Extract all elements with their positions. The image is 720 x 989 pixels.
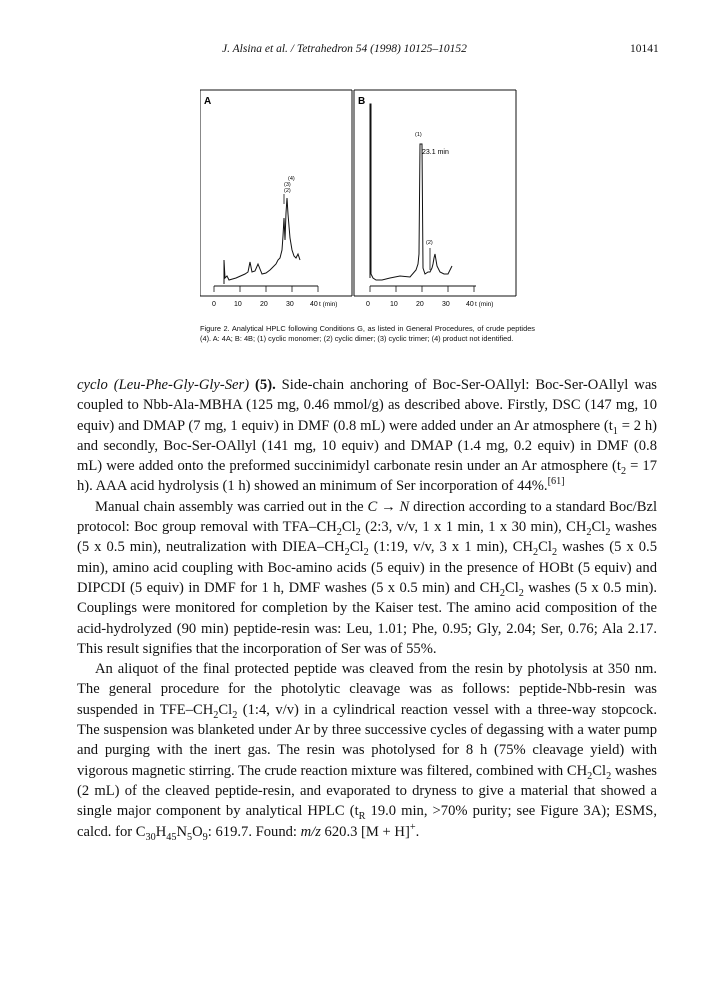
hplc-figure: [200, 88, 520, 320]
panel-b-peak1-label: (1): [415, 132, 422, 138]
panel-b: [354, 90, 516, 308]
panel-b-tick-0: 0: [366, 301, 370, 308]
panel-b-tick-40: 40: [466, 301, 474, 308]
panel-a-tick-30: 30: [286, 301, 294, 308]
compound-number: (5).: [255, 377, 276, 393]
panel-a-axis-unit: t (min): [319, 301, 338, 308]
reference-61: [61]: [547, 476, 565, 488]
panel-a-tick-40: 40: [310, 301, 318, 308]
panel-b-label: B: [358, 96, 366, 107]
panel-a-tick-20: 20: [260, 301, 268, 308]
panel-a-label: A: [204, 96, 212, 107]
paragraph-3: An aliquot of the final protected peptide was cleaved from the resin by photolysis at 350 nm. The general procedure for the photolytic cleavage was as follows: peptide-Nbb-resin was suspended in TFE–$CH_2Cl_2$ (1:4, v/v) in a cylindrical reaction vessel with a three-way stopcock. The suspension was blanketed under Ar by three successive cycles of degassing with a water pump and purging with the inert gas. The resin was photolysed for 8 h (75% cleavage yield) with vigorous magnetic stirring. The crude reaction mixture was filtered, combined with $CH_2Cl_2$ washes (2 mL) of the cleaved peptide-resin, and evaporated to dryness to give a material that showed a single major component by analytical HPLC ($t_R$ 19.0 min, >70% purity; see Figure 3A); ESMS, calcd. for $C_{30}H_{45}N_5O_9$: 619.7. Found: m/z 620.3 [M + H]+.: [77, 661, 657, 843]
running-header: [0, 43, 720, 63]
panel-a-tick-10: 10: [234, 301, 242, 308]
panel-a-peak-label-4: (4): [288, 176, 295, 182]
panel-b-trace: [370, 104, 452, 280]
panel-b-tick-10: 10: [390, 301, 398, 308]
hplc-chromatograms: [200, 88, 520, 320]
paragraph-1: cyclo (Leu-Phe-Gly-Gly-Ser) (5). Side-chain anchoring of Boc-Ser-OAllyl: Boc-Ser-OAllyl was coupled to Nbb-Ala-MBHA (125 mg, 0.46 mmol/g) as described above. Firstly, DSC (147 mg, 10 equiv) and DMAP (7 mg, 1 equiv) in DMF (0.8 mL) were added under an Ar atmosphere ($t_1 = 2$ h) and secondly, Boc-Ser-OAllyl (141 mg, 10 equiv) and DMAP (1.4 mg, 0.2 equiv) in DMF (0.8 mL) were added onto the preformed succinimidyl carbonate resin under an Ar atmosphere ($t_2 = 17$ h). AAA acid hydrolysis (1 h) showed an minimum of Ser incorporation of 44%.[61]: [77, 377, 657, 495]
panel-a-trace: [224, 198, 300, 284]
paragraph-2: Manual chain assembly was carried out in the C → N direction according to a standard Boc/Bzl protocol: Boc group removal with TFA–$CH_2Cl_2$ (2:3, v/v, 1 x 1 min, 1 x 30 min), $CH_2Cl_2$ washes (5 x 0.5 min), neutralization with DIEA–$CH_2Cl_2$ (1:19, v/v, 3 x 1 min), $CH_2Cl_2$ washes (5 x 0.5 min), amino acid coupling with Boc-amino acids (5 equiv) in the presence of HOBt (5 equiv) and DIPCDI (5 equiv) in DMF for 1 h, DMF washes (5 x 0.5 min) and $CH_2Cl_2$ washes (5 x 0.5 min). Couplings were monitored for completion by the Kaiser test. The amino acid composition of the acid-hydrolyzed (90 min) peptide-resin was: Leu, 1.01; Phe, 0.95; Gly, 2.04; Ser, 0.76; Ala 2.17. This result signifies that the incorporation of Ser was of 55%.: [77, 498, 658, 657]
panel-a-peak-label-3: (3): [284, 182, 291, 188]
page-number: 10141: [630, 43, 659, 55]
running-title: J. Alsina et al. / Tetrahedron 54 (1998) 10125–10152: [222, 43, 467, 55]
panel-a-peak-label-2: (2): [284, 188, 291, 194]
panel-b-tick-30: 30: [442, 301, 450, 308]
panel-b-peak2-label: (2): [426, 240, 433, 246]
panel-b-axis-unit: t (min): [475, 301, 494, 308]
panel-a-tick-0: 0: [212, 301, 216, 308]
figure-caption: Figure 2. Analytical HPLC following Conditions G, as listed in General Procedures, of crude peptides (4). A: 4A; B: 4B; (1) cyclic monomer; (2) cyclic dimer; (3) cyclic trimer; (4) product not identified.: [200, 324, 535, 344]
panel-b-tick-20: 20: [416, 301, 424, 308]
panel-a: [200, 90, 352, 308]
body-text: [77, 375, 657, 842]
panel-b-peak1-time: 23.1 min: [422, 149, 449, 156]
compound-title: cyclo (Leu-Phe-Gly-Gly-Ser): [77, 377, 250, 393]
